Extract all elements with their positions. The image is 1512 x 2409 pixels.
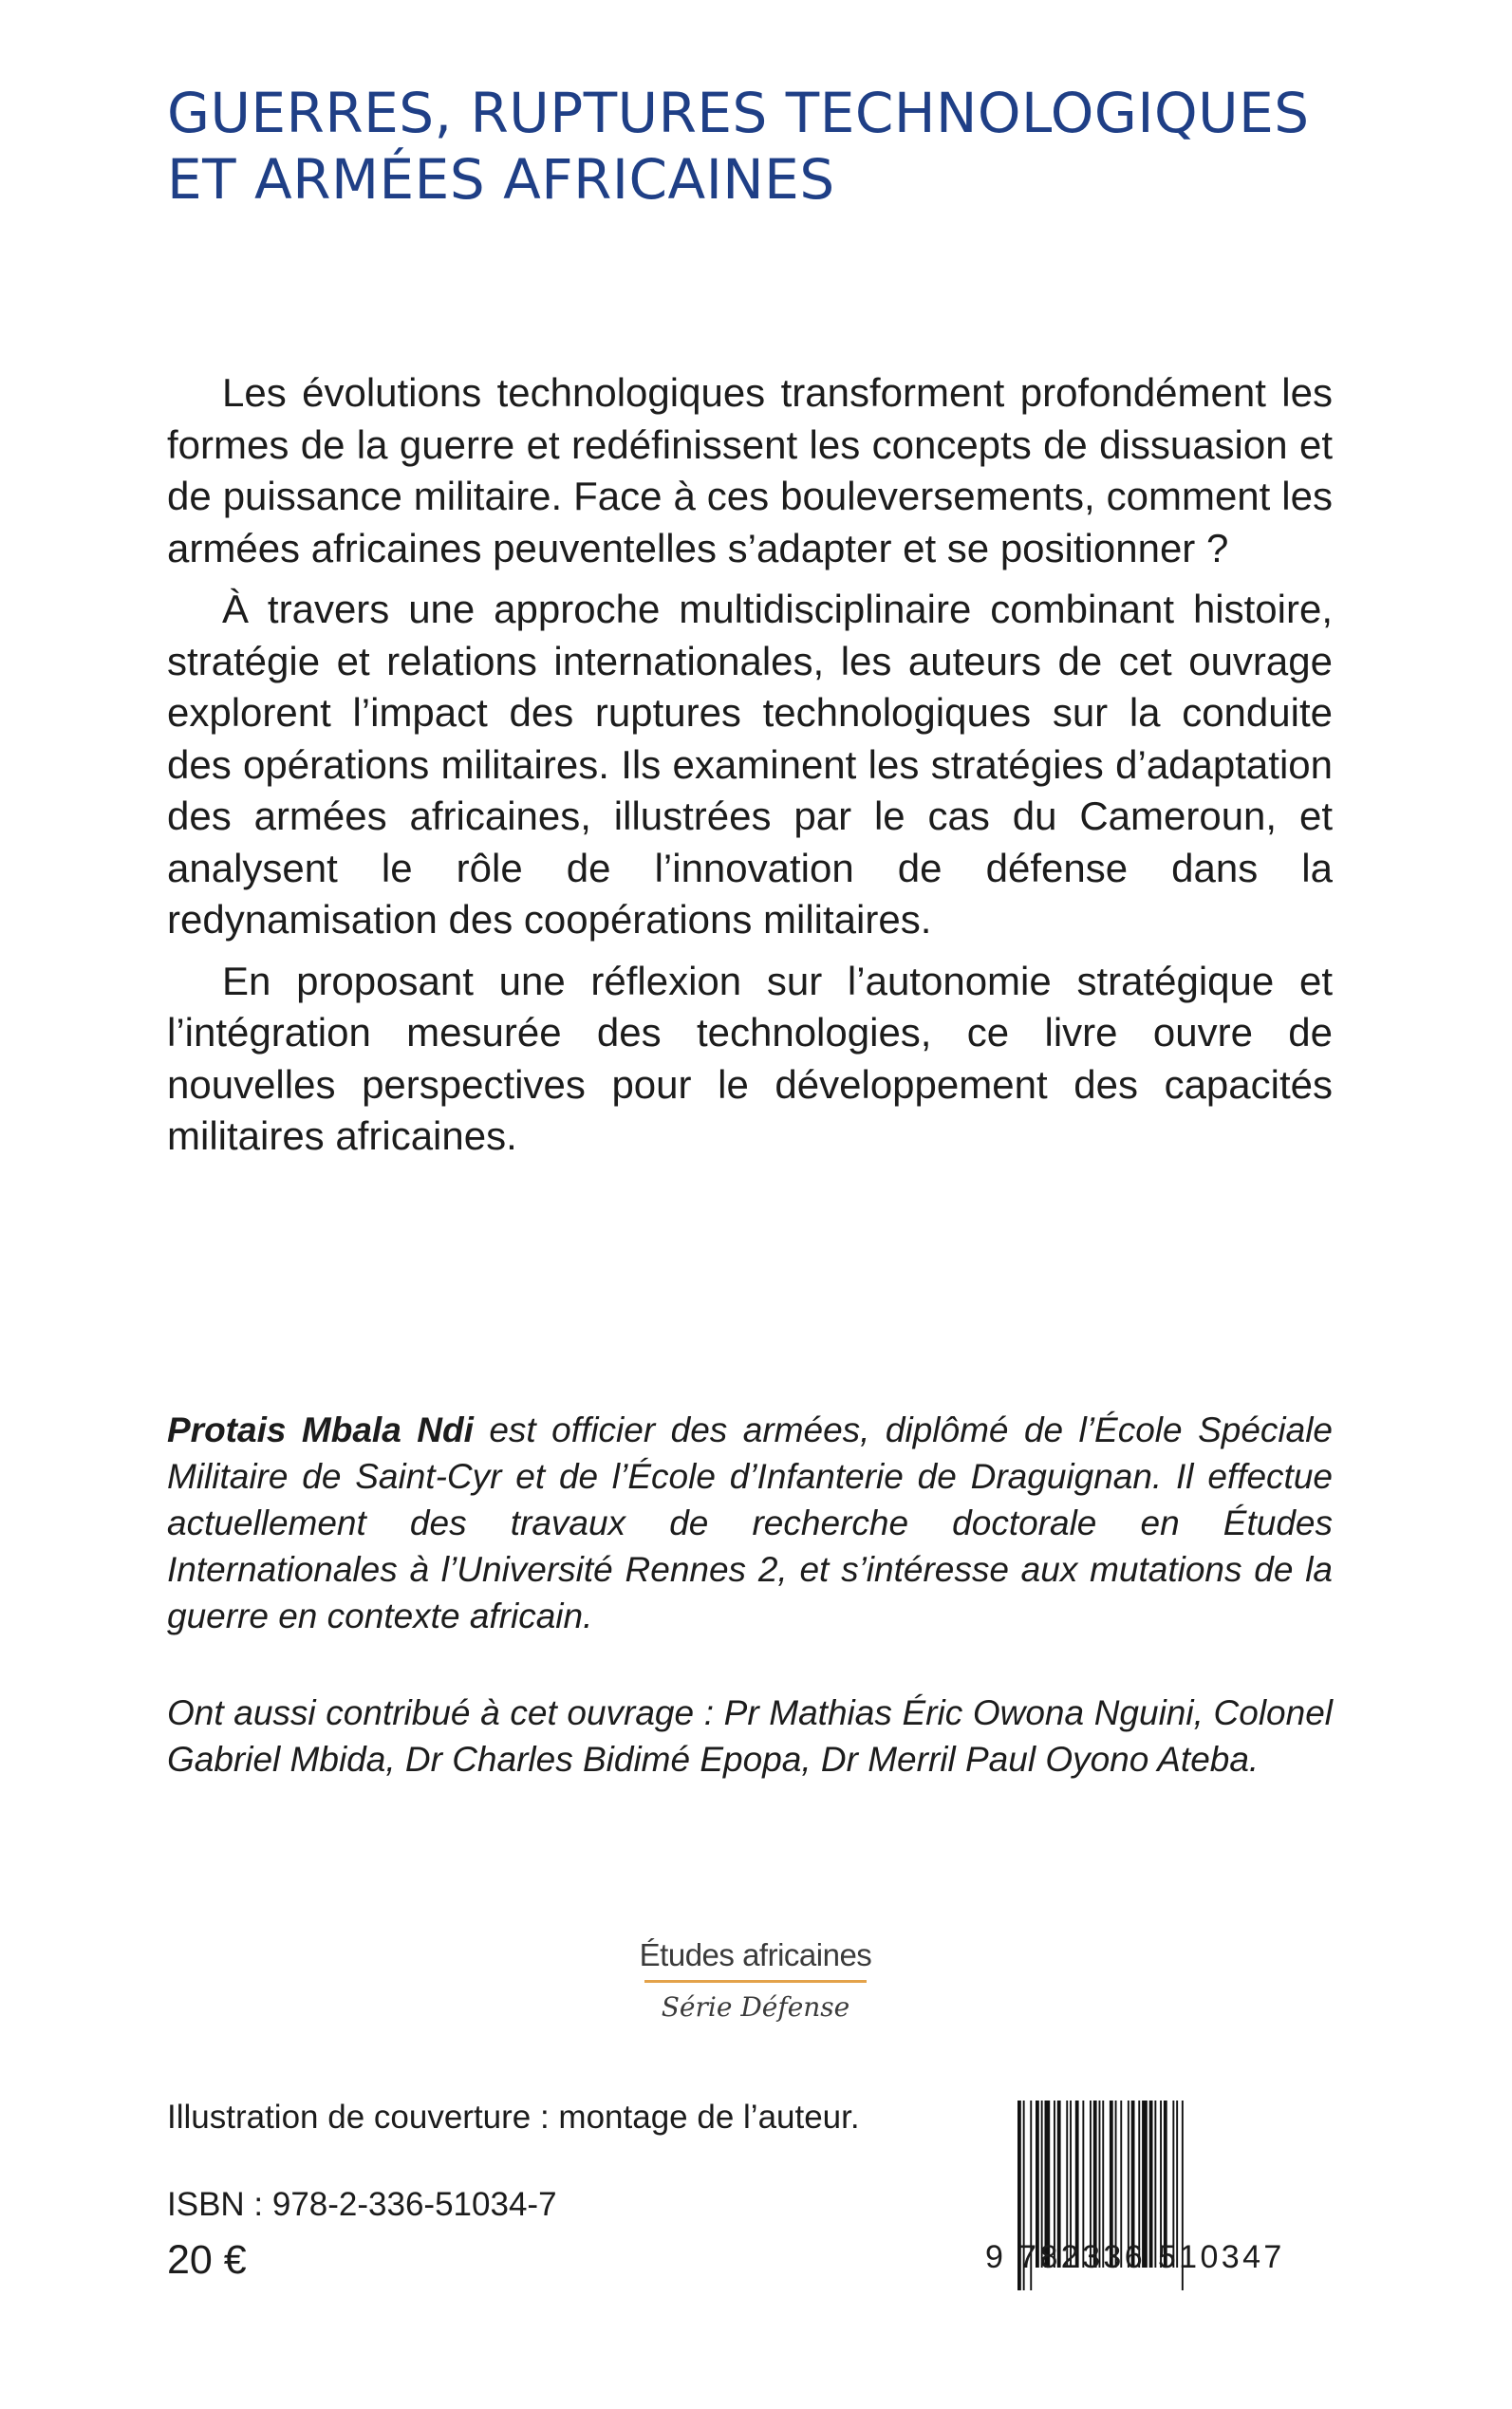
author-bio xyxy=(167,1407,1333,1639)
series-divider xyxy=(644,1980,867,1983)
book-title xyxy=(167,80,1401,213)
series-name: Études africaines xyxy=(639,1937,872,1972)
title-line-1: GUERRES, RUPTURES TECHNOLOGIQUES xyxy=(167,81,1310,145)
title-line-2: ET ARMÉES AFRICAINES xyxy=(167,147,835,212)
barcode-digits: 9 782336 510347 xyxy=(985,2239,1285,2275)
isbn: ISBN : 978-2-336-51034-7 xyxy=(167,2186,557,2223)
author-name: Protais Mbala Ndi xyxy=(167,1410,474,1449)
series-logo xyxy=(532,1936,980,2025)
contributors-note: Ont aussi contribué à cet ouvrage : Pr Mathias Éric Owona Nguini, Colonel Gabriel Mbida, Dr Charles Bidimé Epopa, Dr Merril Paul Oyono Ateba. xyxy=(167,1693,1333,1779)
price: 20 € xyxy=(167,2237,247,2283)
blurb-paragraph: Les évolutions technologiques transforment profondément les formes de la guerre et redéfinissent les concepts de dissuasion et de puissance militaire. Face à ces bouleversements, comment les armées africaines peuventelles s’adapter et se positionner ? xyxy=(167,370,1333,570)
illustration-credit: Illustration de couverture : montage de l’auteur. xyxy=(167,2099,860,2136)
blurb xyxy=(167,367,1333,1172)
author-bio-text: est officier des armées, diplômé de l’École Spéciale Militaire de Saint-Cyr et de l’École d’Infanterie de Draguignan. Il effectue actuellement des travaux de recherche doctorale en Études Internationales à l’Université Rennes 2, et s’intéresse aux mutations de la guerre en contexte africain. xyxy=(167,1410,1333,1635)
series-subtitle: Série Défense xyxy=(661,1991,850,2023)
blurb-paragraph: En proposant une réflexion sur l’autonomie stratégique et l’intégration mesurée des technologies, ce livre ouvre de nouvelles perspectives pour le développement des capacités militaires africaines. xyxy=(167,958,1333,1158)
blurb-paragraph: À travers une approche multidisciplinaire combinant histoire, stratégie et relations internationales, les auteurs de cet ouvrage explorent l’impact des ruptures technologiques sur la conduite des opérations militaires. Ils examinent les stratégies d’adaptation des armées africaines, illustrées par le cas du Cameroun, et analysent le rôle de l’innovation de défense dans la redynamisation des coopérations militaires. xyxy=(167,587,1333,942)
